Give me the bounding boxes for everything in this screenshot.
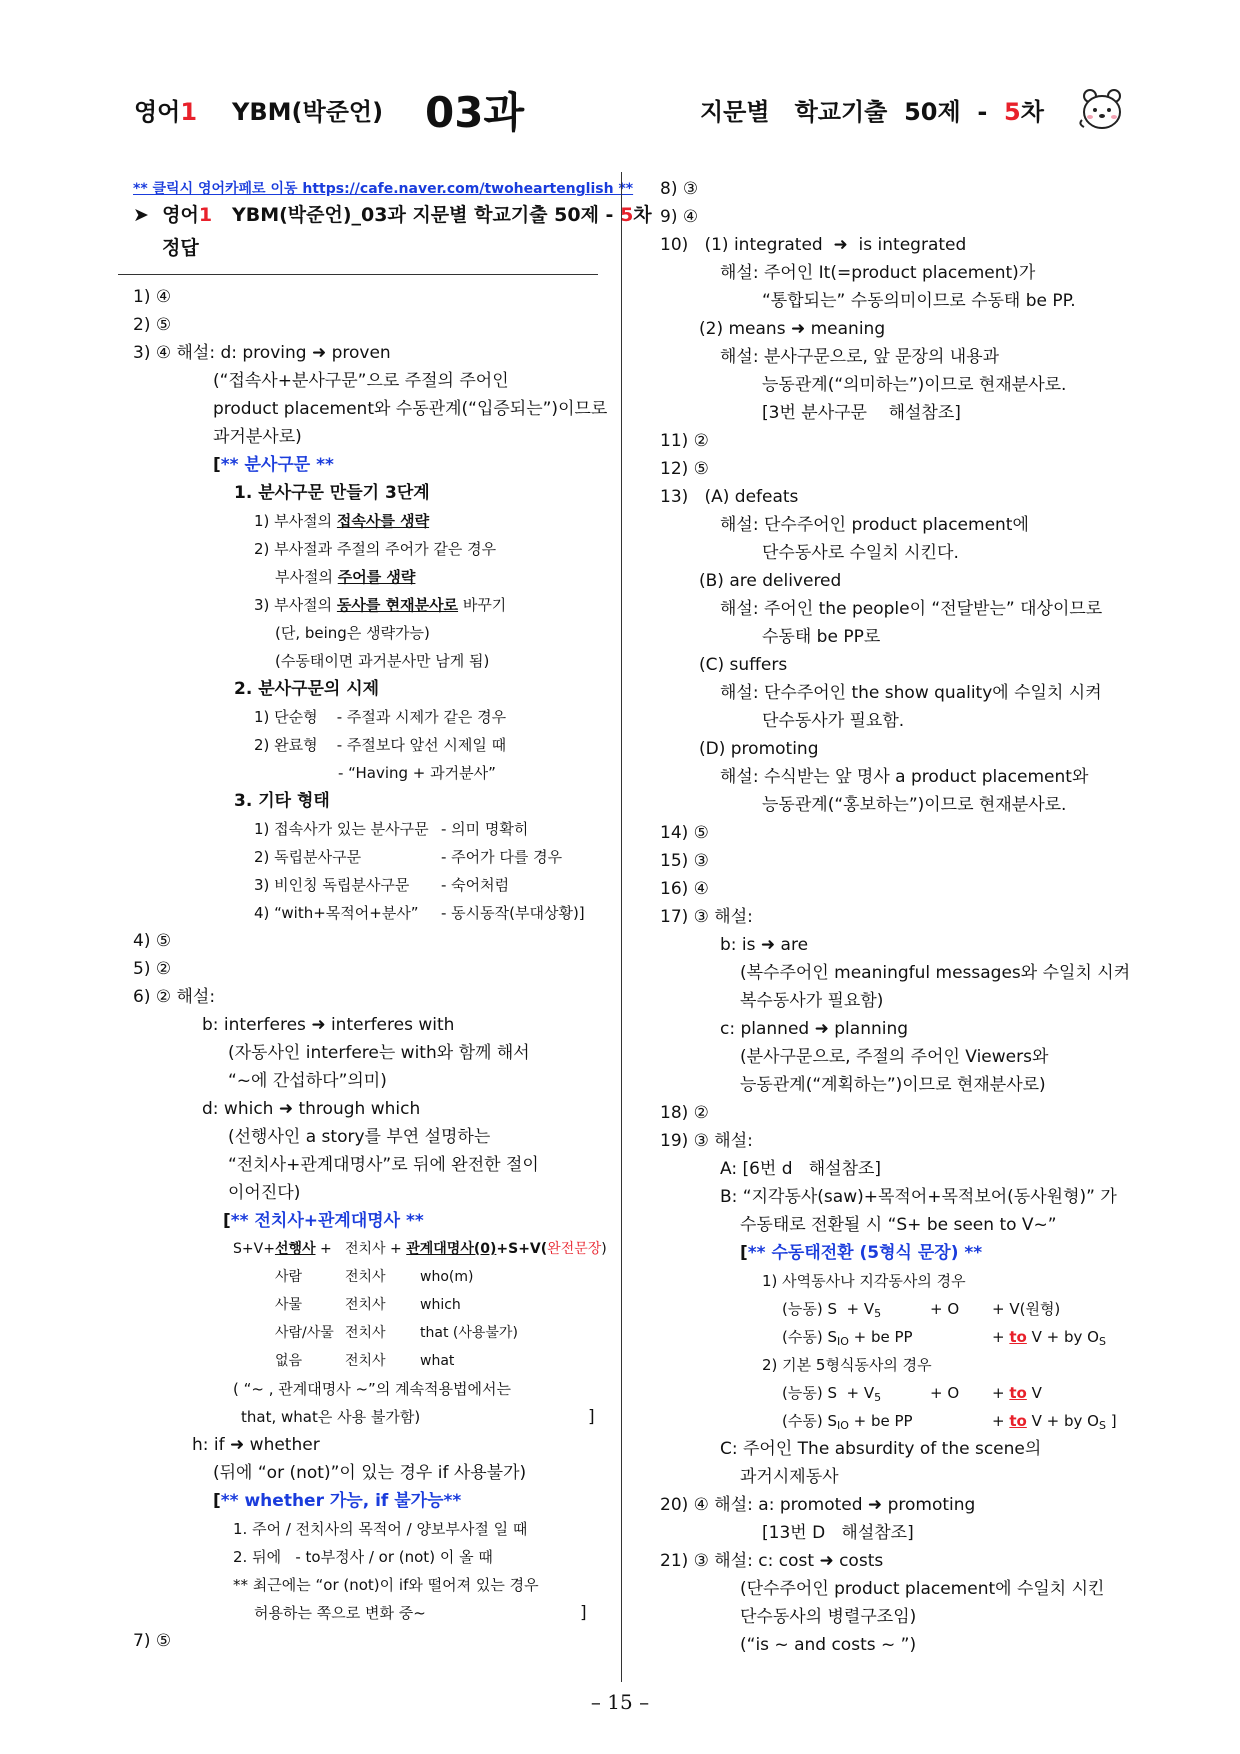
note-line: 2) 완료형 - 주절보다 앞선 시제일 때	[254, 736, 507, 754]
answer-6-line: “~에 간섭하다”의미)	[228, 1071, 387, 1091]
note-line: that, what은 사용 불가함)	[241, 1408, 421, 1426]
table-cell: what	[420, 1353, 455, 1369]
table-row: 사람	[275, 1269, 303, 1285]
answer-13-line: 해설: 단수주어인 product placement에	[720, 515, 1029, 535]
note-line: - “Having + 과거분사”	[338, 764, 496, 782]
answer-6-line: (선행사인 a story를 부연 설명하는	[228, 1127, 491, 1147]
answer-17-line: 복수동사가 필요함)	[740, 991, 884, 1011]
divider-horizontal	[118, 274, 598, 275]
answer-6-line: (자동사인 interfere는 with와 함께 해서	[228, 1043, 530, 1063]
answer-17: 17) ③ 해설:	[660, 907, 753, 927]
answer-1: 1) ④	[133, 287, 172, 307]
header-subject: 영어1	[134, 98, 198, 126]
answer-3-line: product placement와 수동관계(“입증되는”)이므로	[213, 399, 608, 419]
answer-17-line: (복수주어인 meaningful messages와 수일치 시켜	[740, 963, 1131, 983]
answer-21-line: (단수주어인 product placement에 수일치 시킨	[740, 1579, 1105, 1599]
answer-13-line: 단수동사가 필요함.	[762, 711, 905, 731]
note-formula: (능동) $S + V_5$	[782, 1384, 882, 1404]
note-line: - 숙어처럼	[441, 876, 510, 894]
answer-10-line: 능동관계(“의미하는”)이므로 현재분사로.	[762, 375, 1067, 395]
answer-13-line: (C) suffers	[699, 655, 788, 675]
note-line: ( “~ , 관계대명사 ~”의 계속적용법에서는	[233, 1380, 512, 1398]
note-line: 1) 부사절의 접속사를 생략	[254, 512, 430, 530]
answer-17-line: b: is ➜ are	[720, 935, 809, 955]
doc-title-line2: 정답	[162, 237, 199, 259]
note-formula: + to V + by $O_S$	[992, 1328, 1106, 1348]
note-line: 허용하는 쪽으로 변화 중~	[254, 1604, 426, 1622]
answer-16: 16) ④	[660, 879, 709, 899]
note-line: 2) 기본 5형식동사의 경우	[762, 1356, 932, 1374]
note-line: 4) “with+목적어+분사”	[254, 904, 419, 922]
table-cell: which	[420, 1297, 461, 1313]
answer-19: 19) ③ 해설:	[660, 1131, 753, 1151]
answer-17-line: 능동관계(“계획하는”)이므로 현재분사로)	[740, 1075, 1046, 1095]
note-passive-title: [** 수동태전환 (5형식 문장) **	[740, 1243, 983, 1263]
note-line: - 의미 명확히	[441, 820, 529, 838]
answer-19-line: A: [6번 d 해설참조]	[720, 1159, 882, 1179]
note-formula: + to V	[992, 1384, 1042, 1402]
note-formula: (수동) $S_{IO}$ + be PP	[782, 1412, 913, 1432]
doc-title: ➤ 영어1 YBM(박준언)_03과 지문별 학교기출 50제 - 5차	[133, 204, 652, 226]
note-formula: + O	[930, 1300, 960, 1318]
bracket-close: ]	[588, 1407, 595, 1427]
answer-13-line: (B) are delivered	[699, 571, 842, 591]
answer-13-line: 단수동사로 수일치 시킨다.	[762, 543, 959, 563]
page-number: – 15 –	[590, 1690, 650, 1714]
note-line: ** 최근에는 “or (not)이 if와 떨어져 있는 경우	[233, 1576, 539, 1594]
answer-9: 9) ④	[660, 207, 699, 227]
table-row: 사람/사물	[275, 1325, 334, 1341]
answer-21-line: 단수동사의 병렬구조임)	[740, 1607, 917, 1627]
bear-face-icon	[1078, 86, 1126, 132]
answer-19-line: B: “지각동사(saw)+목적어+목적보어(동사원형)” 가	[720, 1187, 1117, 1207]
table-cell: 전치사	[345, 1269, 386, 1285]
note-heading: 1. 분사구문 만들기 3단계	[234, 483, 430, 503]
answer-10: 10) (1) integrated ➜ is integrated	[660, 235, 967, 255]
answer-10-line: “통합되는” 수동의미이므로 수동태 be PP.	[762, 291, 1076, 311]
answer-13: 13) (A) defeats	[660, 487, 799, 507]
answer-13-line: 해설: 수식받는 앞 명사 a product placement와	[720, 767, 1089, 787]
note-formula: + O	[930, 1384, 960, 1402]
answer-10-line: 해설: 주어인 It(=product placement)가	[720, 263, 1036, 283]
note-formula: (능동) $S + V_5$	[782, 1300, 882, 1320]
note-line: (수동태이면 과거분사만 남게 됨)	[275, 652, 490, 670]
answer-3-line: 과거분사로)	[213, 427, 302, 447]
answer-15: 15) ③	[660, 851, 709, 871]
note-line: 2. 뒤에 - to부정사 / or (not) 이 올 때	[233, 1548, 493, 1566]
answer-5: 5) ②	[133, 959, 172, 979]
answer-7: 7) ⑤	[133, 1631, 172, 1651]
answer-10-line: (2) means ➜ meaning	[699, 319, 886, 339]
answer-6-line: b: interferes ➜ interferes with	[202, 1015, 455, 1035]
note-formula: (수동) $S_{IO}$ + be PP	[782, 1328, 913, 1348]
note-heading: 2. 분사구문의 시제	[234, 679, 380, 699]
answer-17-line: (분사구문으로, 주절의 주어인 Viewers와	[740, 1047, 1049, 1067]
answer-13-line: 해설: 단수주어인 the show quality에 수일치 시켜	[720, 683, 1102, 703]
note-participle-title: [** 분사구문 **	[213, 455, 334, 475]
answer-13-line: 능동관계(“홍보하는”)이므로 현재분사로.	[762, 795, 1067, 815]
note-line: 3) 비인칭 독립분사구문	[254, 876, 410, 894]
note-line: 1) 접속사가 있는 분사구문	[254, 820, 429, 838]
answer-19-line: 수동태로 전환될 시 “S+ be seen to V~”	[740, 1215, 1057, 1235]
table-cell: 전치사	[345, 1297, 386, 1313]
note-line: 부사절의 주어를 생략	[275, 568, 416, 586]
table-cell: that (사용불가)	[420, 1325, 518, 1341]
note-line: - 주어가 다를 경우	[441, 848, 563, 866]
note-whether-title: [** whether 가능, if 불가능**	[213, 1491, 462, 1511]
answer-20: 20) ④ 해설: a: promoted ➜ promoting	[660, 1495, 976, 1515]
answer-3: 3) ④ 해설: d: proving ➜ proven	[133, 343, 391, 363]
note-relative-formula: S+V+선행사 +	[233, 1241, 332, 1257]
table-cell: 전치사	[345, 1353, 386, 1369]
header-lesson: 03과	[425, 88, 525, 137]
answer-3-line: (“접속사+분사구문”으로 주절의 주어인	[213, 371, 509, 391]
table-cell: who(m)	[420, 1269, 474, 1285]
answer-10-line: 해설: 분사구문으로, 앞 문장의 내용과	[720, 347, 1000, 367]
table-row: 사물	[275, 1297, 303, 1313]
answer-6-line: d: which ➜ through which	[202, 1099, 421, 1119]
note-formula: + to V + by $O_S$ ]	[992, 1412, 1117, 1432]
answer-10-line: [3번 분사구문 해설참조]	[762, 403, 961, 423]
answer-11: 11) ②	[660, 431, 709, 451]
answer-6-line: “전치사+관계대명사”로 뒤에 완전한 절이	[228, 1155, 539, 1175]
note-relative-formula: 전치사 + 관계대명사(0)+S+V(완전문장)	[345, 1241, 607, 1257]
note-line: (단, being은 생략가능)	[275, 624, 430, 642]
note-heading: 3. 기타 형태	[234, 791, 330, 811]
divider-vertical	[621, 172, 622, 1682]
answer-21: 21) ③ 해설: c: cost ➜ costs	[660, 1551, 884, 1571]
note-relative-title: [** 전치사+관계대명사 **	[223, 1211, 424, 1231]
note-line: 2) 부사절과 주절의 주어가 같은 경우	[254, 540, 497, 558]
note-line: 1) 사역동사나 지각동사의 경우	[762, 1272, 966, 1290]
header-title: 지문별 학교기출 50제 - 5차	[700, 98, 1044, 126]
answer-19-line: 과거시제동사	[740, 1467, 839, 1487]
answer-8: 8) ③	[660, 179, 699, 199]
answer-4: 4) ⑤	[133, 931, 172, 951]
note-formula: + V(원형)	[992, 1300, 1061, 1318]
answer-6-line: h: if ➜ whether	[192, 1435, 320, 1455]
table-row: 없음	[275, 1353, 303, 1369]
answer-6: 6) ② 해설:	[133, 987, 216, 1007]
answer-13-line: 해설: 주어인 the people이 “전달받는” 대상이므로	[720, 599, 1103, 619]
cafe-link[interactable]: ** 클릭시 영어카페로 이동 https://cafe.naver.com/twoheartenglish **	[133, 181, 634, 197]
answer-6-line: 이어진다)	[228, 1183, 301, 1203]
answer-18: 18) ②	[660, 1103, 709, 1123]
answer-13-line: (D) promoting	[699, 739, 819, 759]
note-line: 1. 주어 / 전치사의 목적어 / 양보부사절 일 때	[233, 1520, 528, 1538]
note-line: 2) 독립분사구문	[254, 848, 362, 866]
table-cell: 전치사	[345, 1325, 386, 1341]
note-line: 3) 부사절의 동사를 현재분사로 바꾸기	[254, 596, 507, 614]
answer-2: 2) ⑤	[133, 315, 172, 335]
answer-13-line: 수동태 be PP로	[762, 627, 881, 647]
answer-17-line: c: planned ➜ planning	[720, 1019, 909, 1039]
header-publisher: YBM(박준언)	[232, 98, 384, 126]
answer-12: 12) ⑤	[660, 459, 709, 479]
answer-21-line: (“is ~ and costs ~ ”)	[740, 1635, 917, 1655]
answer-20-line: [13번 D 해설참조]	[762, 1523, 914, 1543]
note-line: - 동시동작(부대상황)]	[441, 904, 585, 922]
answer-19-line: C: 주어인 The absurdity of the scene의	[720, 1439, 1042, 1459]
note-line: 1) 단순형 - 주절과 시제가 같은 경우	[254, 708, 507, 726]
answer-14: 14) ⑤	[660, 823, 709, 843]
bracket-close: ]	[580, 1603, 587, 1623]
answer-6-line: (뒤에 “or (not)”이 있는 경우 if 사용불가)	[213, 1463, 527, 1483]
